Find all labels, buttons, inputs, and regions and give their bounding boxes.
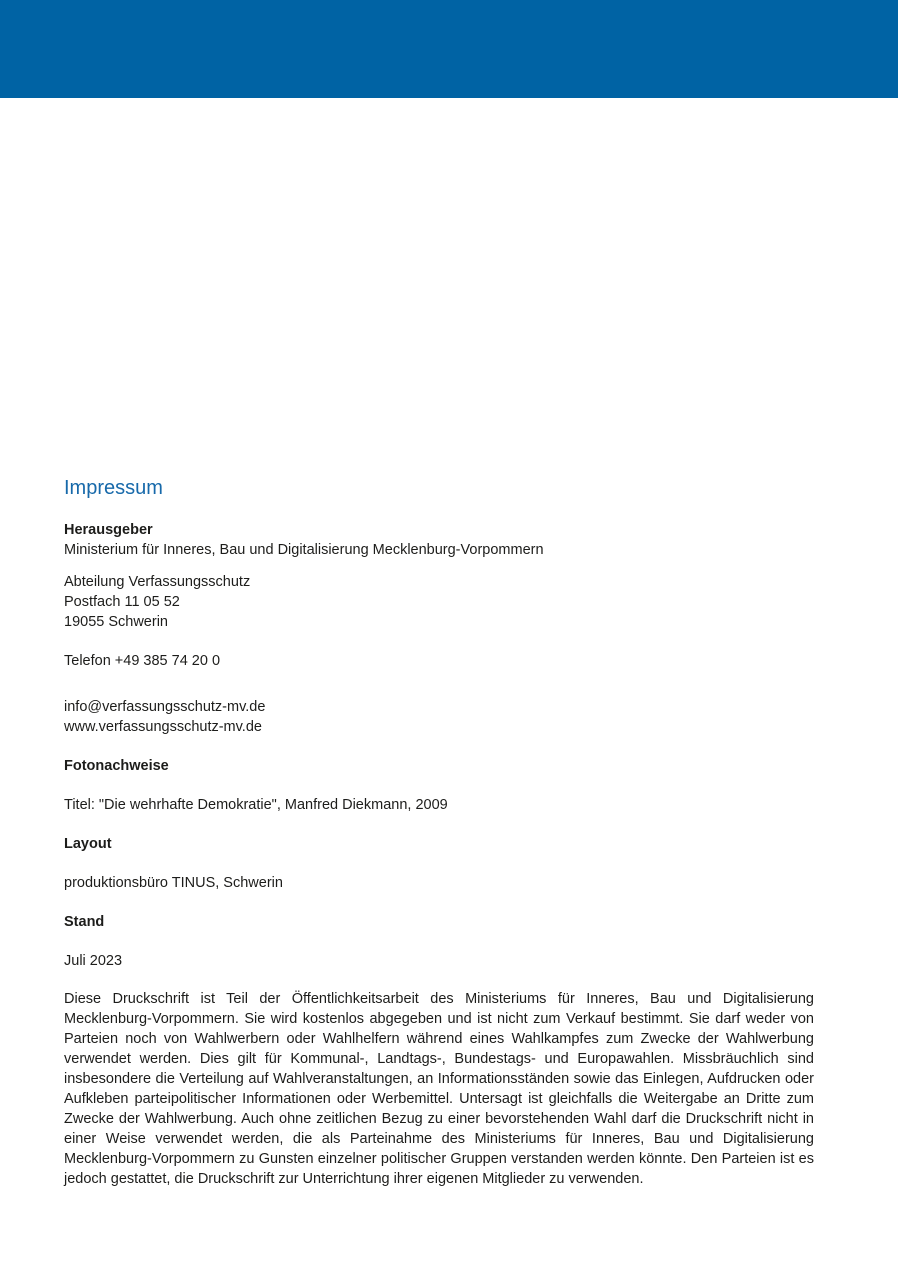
stand-heading: Stand <box>64 914 105 930</box>
address-line-postbox: Postfach 11 05 52 <box>64 594 180 610</box>
stand-date: Juli 2023 <box>64 953 123 969</box>
publisher-heading: Herausgeber <box>64 522 153 538</box>
website-address: www.verfassungsschutz-mv.de <box>64 719 262 735</box>
email-address: info@verfassungsschutz-mv.de <box>64 699 266 715</box>
usage-notice: Diese Druckschrift ist Teil der Öffentlichkeitsarbeit des Ministeriums für Inneres, Bau und Digitalisierung Mecklenburg-Vorpommern. Sie wird kostenlos abgegeben und ist nicht zum Verkauf bestimmt. Sie darf weder von Parteien noch von Wahlwerbern oder Wahlhelfern während eines Wahlkampfes zum Zwecke der Wahlwerbung verwendet werden. Dies gilt für Kommunal-, Landtags-, Bundestags- und Europawahlen. Missbräuchlich sind insbesondere die Verteilung auf Wahlveranstaltungen, an Informationsständen sowie das Einlegen, Aufdrucken oder Aufkleben parteipolitischer Informationen oder Werbemittel. Untersagt ist gleichfalls die Weitergabe an Dritte zum Zwecke der Wahlwerbung. Auch ohne zeitlichen Bezug zu einer bevorstehenden Wahl darf die Druckschrift nicht in einer Weise verwendet werden, die als Parteinahme des Ministeriums für Inneres, Bau und Digitalisierung Mecklenburg-Vorpommern zu Gunsten einzelner politischer Gruppen verstanden werden könnte. Den Parteien ist es jedoch gestattet, die Druckschrift zur Unterrichtung ihrer eigenen Mitglieder zu verwenden. <box>64 991 814 1187</box>
photo-credit: Titel: "Die wehrhafte Demokratie", Manfred Diekmann, 2009 <box>64 797 448 813</box>
header-band <box>0 0 898 98</box>
layout-credit: produktionsbüro TINUS, Schwerin <box>64 875 283 891</box>
address-line-city: 19055 Schwerin <box>64 614 168 630</box>
layout-heading: Layout <box>64 836 112 852</box>
photo-credits-heading: Fotonachweise <box>64 758 169 774</box>
address-line-department: Abteilung Verfassungsschutz <box>64 574 251 590</box>
publisher-name: Ministerium für Inneres, Bau und Digitalisierung Mecklenburg-Vorpommern <box>64 542 544 558</box>
phone-number: Telefon +49 385 74 20 0 <box>64 653 221 669</box>
impressum-section <box>64 476 814 1189</box>
page-title: Impressum <box>64 477 163 499</box>
